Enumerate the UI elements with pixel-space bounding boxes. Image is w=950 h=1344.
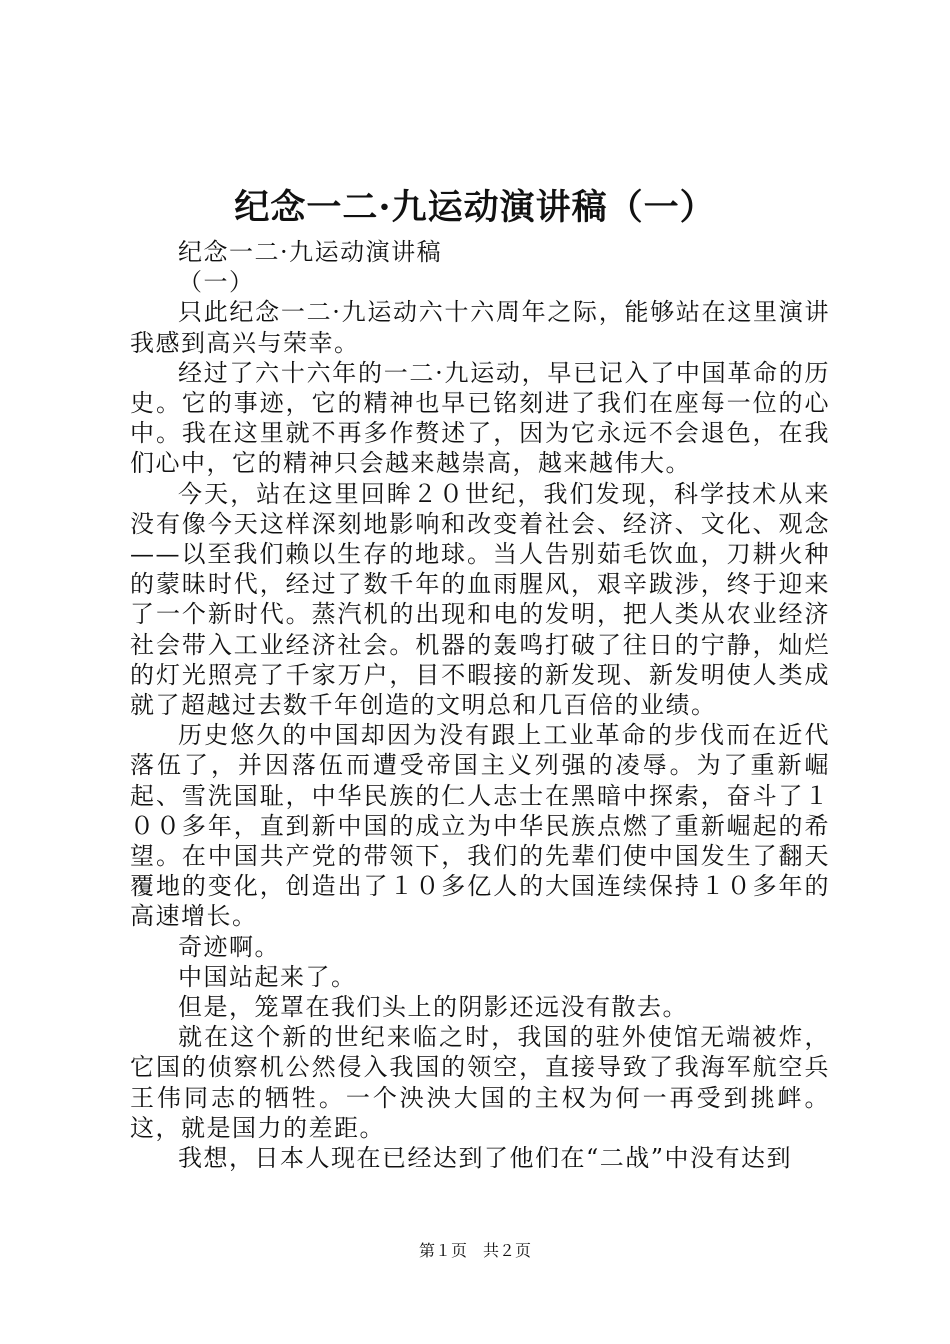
subtitle-line: 纪念一二·九运动演讲稿 [178,238,443,266]
document-title: 纪念一二·九运动演讲稿（一） [234,187,716,228]
page-footer: 第１页 共２页 [418,1243,531,1260]
paragraph: 但是，笼罩在我们头上的阴影还远没有散去。 [178,993,688,1022]
document-body [130,237,830,1173]
paragraph: 今天，站在这里回眸２０世纪，我们发现，科学技术从来没有像今天这样深刻地影响和改变着社会、经济、文化、观念——以至我们赖以生存的地球。当人告别茹毛饮血，刀耕火种的蒙昧时代，经过了数千年的血雨腥风，艰辛跋涉，终于迎来了一个新时代。蒸汽机的出现和电的发明，把人类从农业经济社会带入工业经济社会。机器的轰鸣打破了往日的宁静，灿烂的灯光照亮了千家万户，目不暇接的新发现、新发明使人类成就了超越过去数千年创造的文明总和几百倍的业绩。 [130,479,830,720]
paragraph: 我想，日本人现在已经达到了他们在“二战”中没有达到 [178,1144,793,1173]
paragraph: 奇迹啊。 [178,932,280,961]
subtitle-number: （一） [178,268,255,297]
paragraph: 历史悠久的中国却因为没有跟上工业革命的步伐而在近代落伍了，并因落伍而遭受帝国主义列强的凌辱。为了重新崛起、雪洗国耻，中华民族的仁人志士在黑暗中探索，奋斗了１００多年，直到新中国的成立为中华民族点燃了重新崛起的希望。在中国共产党的带领下，我们的先辈们使中国发生了翻天覆地的变化，创造出了１０多亿人的大国连续保持１０多年的高速增长。 [130,721,830,931]
paragraph: 就在这个新的世纪来临之时，我国的驻外使馆无端被炸，它国的侦察机公然侵入我国的领空，直接导致了我海军航空兵王伟同志的牺牲。一个泱泱大国的主权为何一再受到挑衅。这，就是国力的差距。 [130,1023,830,1142]
paragraph: 只此纪念一二·九运动六十六周年之际，能够站在这里演讲我感到高兴与荣幸。 [130,298,830,357]
paragraph: 中国站起来了。 [178,962,357,991]
paragraph: 经过了六十六年的一二·九运动，早已记入了中国革命的历史。它的事迹，它的精神也早已铭刻进了我们在座每一位的心中。我在这里就不再多作赘述了，因为它永远不会退色，在我们心中，它的精神只会越来越崇高，越来越伟大。 [130,358,830,478]
